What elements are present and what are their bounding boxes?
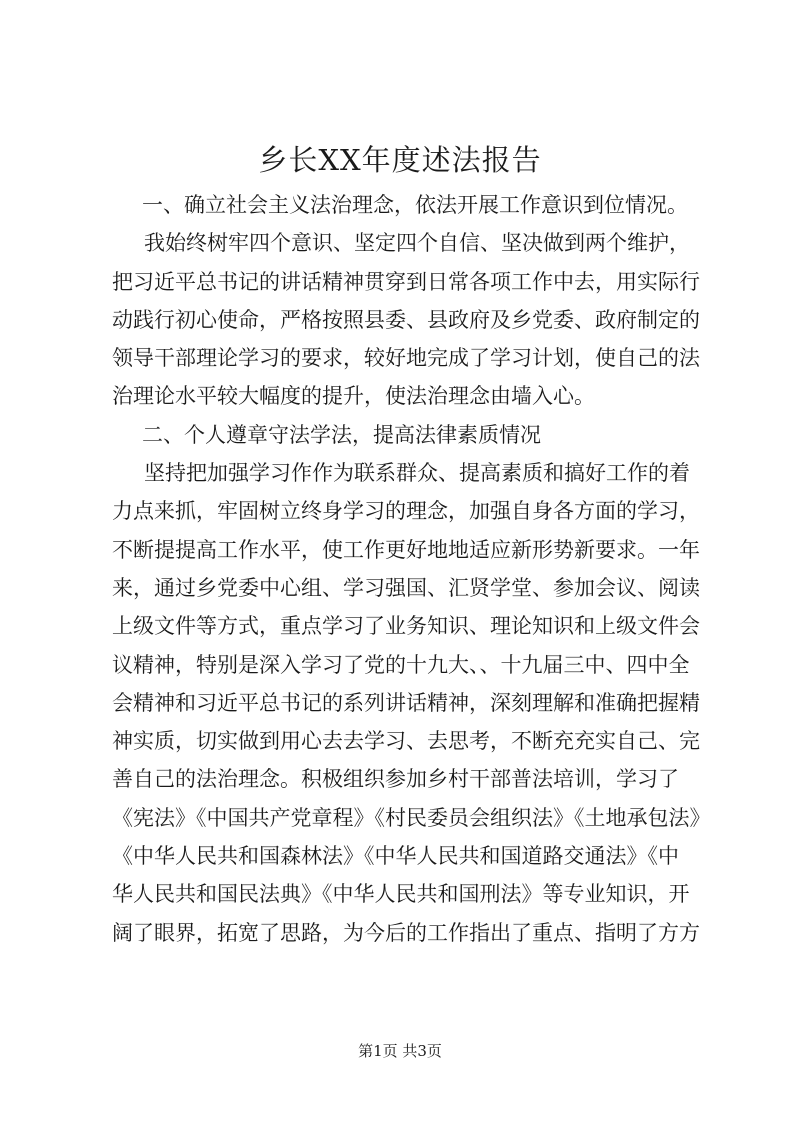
paragraph-line: 来，通过乡党委中心组、学习强国、汇贤学堂、参加会议、阅读 xyxy=(112,575,700,600)
paragraph-line: 上级文件等方式，重点学习了业务知识、理论知识和上级文件会 xyxy=(112,614,700,639)
paragraph-line: 阔了眼界，拓宽了思路，为今后的工作指出了重点、指明了方方 xyxy=(112,920,700,945)
paragraph-line: 领导干部理论学习的要求，较好地完成了学习计划，使自己的法 xyxy=(112,346,700,371)
paragraph-line: 议精神，特别是深入学习了党的十九大、、十九届三中、四中全 xyxy=(112,652,690,677)
document-title: 乡长XX年度述法报告 xyxy=(258,143,542,177)
section-heading-1: 一、确立社会主义法治理念，依法开展工作意识到位情况。 xyxy=(142,193,688,217)
paragraph-line: 善自己的法治理念。积极组织参加乡村干部普法培训，学习了 xyxy=(112,767,679,792)
document-body xyxy=(112,186,732,952)
paragraph-line: 不断提提高工作水平，使工作更好地地适应新形势新要求。一年 xyxy=(112,537,700,562)
paragraph-line: 把习近平总书记的讲话精神贯穿到日常各项工作中去，用实际行 xyxy=(112,269,700,294)
paragraph-line: 治理论水平较大幅度的提升，使法治理念由墙入心。 xyxy=(112,384,595,409)
paragraph-line: 神实质，切实做到用心去去学习、去思考，不断充充实自己、完 xyxy=(112,729,700,754)
paragraph-line: 《中华人民共和国森林法》《中华人民共和国道路交通法》《中 xyxy=(112,844,679,869)
section-heading-2: 二、个人遵章守法学法，提高法律素质情况 xyxy=(142,422,541,447)
paragraph-line: 我始终树牢四个意识、坚定四个自信、坚决做到两个维护， xyxy=(144,231,690,256)
paragraph-line: 坚持把加强学习作作为联系群众、提高素质和搞好工作的着 xyxy=(144,461,690,486)
paragraph-line: 华人民共和国民法典》《中华人民共和国刑法》等专业知识，开 xyxy=(112,882,690,907)
page-number-footer: 第1页 共3页 xyxy=(358,1042,442,1060)
paragraph-line: 会精神和习近平总书记的系列讲话精神，深刻理解和准确把握精 xyxy=(112,690,700,715)
paragraph-line: 动践行初心使命，严格按照县委、县政府及乡党委、政府制定的 xyxy=(112,307,700,332)
paragraph-line: 《宪法》《中国共产党章程》《村民委员会组织法》《土地承包法》 xyxy=(112,805,711,830)
paragraph-line: 力点来抓，牢固树立终身学习的理念，加强自身各方面的学习， xyxy=(112,499,700,524)
